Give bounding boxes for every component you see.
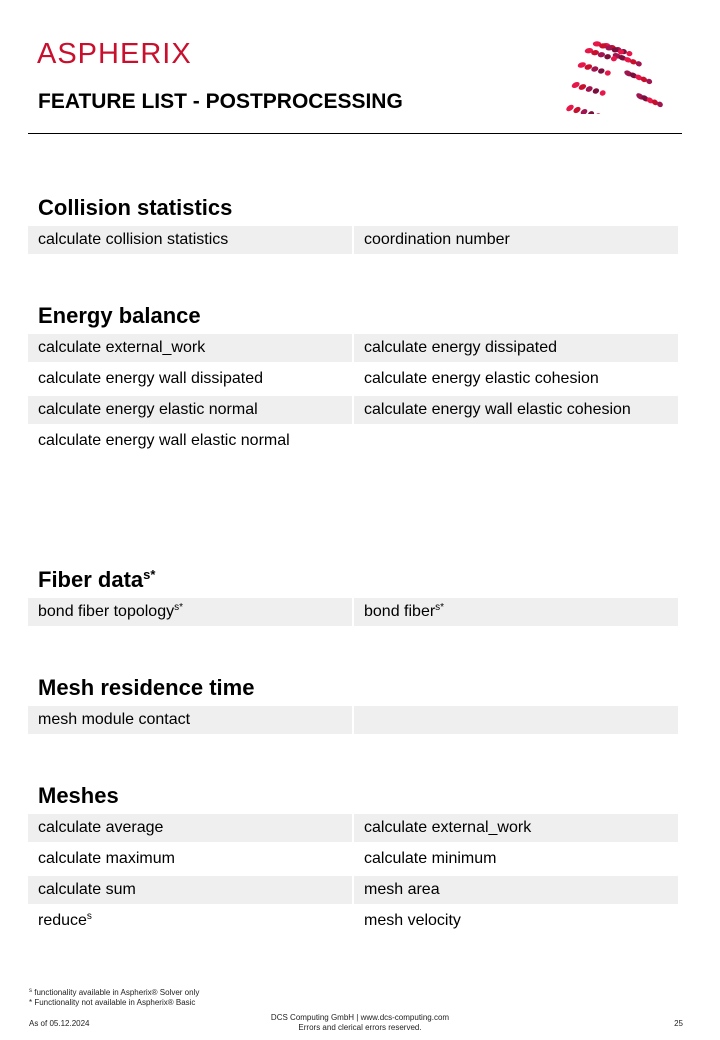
footnote-marker: s* xyxy=(435,602,445,613)
feature-text: bond fiber xyxy=(364,603,436,620)
feature-cell: calculate minimum xyxy=(364,850,497,867)
logo-dot xyxy=(626,51,633,57)
feature-cell: mesh module contact xyxy=(28,706,352,734)
feature-cell: calculate energy elastic cohesion xyxy=(364,370,599,387)
feature-cell: mesh velocity xyxy=(364,912,461,929)
feature-row xyxy=(28,396,680,424)
feature-row xyxy=(28,907,680,935)
footnote-marker: s* xyxy=(174,602,184,613)
logo-dot xyxy=(587,110,595,114)
section-title-text: Collision statistics xyxy=(38,195,233,220)
section-title xyxy=(28,674,680,704)
feature-cell: calculate energy wall elastic normal xyxy=(38,432,290,449)
logo-dot xyxy=(580,108,589,114)
logo-dot xyxy=(605,45,612,50)
logo-dot xyxy=(604,70,611,77)
feature-cell: calculate external_work xyxy=(28,334,352,362)
logo-dot xyxy=(599,89,607,96)
aspherix-logo-icon xyxy=(560,30,676,114)
feature-cell xyxy=(28,598,352,626)
feature-cell: calculate energy wall elastic cohesion xyxy=(354,396,678,424)
feature-row xyxy=(28,365,680,393)
section-title-text: Mesh residence time xyxy=(38,675,255,700)
footer-company-line: DCS Computing GmbH | www.dcs-computing.com xyxy=(270,1013,450,1022)
feature-cell xyxy=(354,427,678,455)
brand-logo-text: ASPHERIX xyxy=(37,38,192,70)
feature-row xyxy=(28,427,680,455)
feature-row xyxy=(28,706,680,734)
feature-cell: calculate sum xyxy=(28,876,352,904)
section-title-text: Energy balance xyxy=(38,303,201,328)
logo-dot xyxy=(618,49,624,54)
section-title xyxy=(28,566,680,596)
section-fiber-data xyxy=(28,566,680,629)
footnote-solver-text: functionality available in Aspherix® Solver only xyxy=(34,988,200,997)
section-collision-statistics xyxy=(28,194,680,257)
header-divider xyxy=(28,133,682,134)
section-title xyxy=(28,194,680,224)
footnote-marker: s xyxy=(86,911,92,922)
feature-text: bond fiber topology xyxy=(38,603,175,620)
feature-cell: calculate external_work xyxy=(354,814,678,842)
footnote-mark: s xyxy=(29,988,32,994)
logo-dot xyxy=(612,47,619,52)
feature-row xyxy=(28,598,680,626)
footnote-marker: s* xyxy=(143,567,156,582)
feature-cell: calculate maximum xyxy=(38,850,175,867)
section-title-text: Meshes xyxy=(38,783,119,808)
logo-dot xyxy=(594,112,602,114)
footer-disclaimer: Errors and clerical errors reserved. xyxy=(298,1023,422,1032)
section-energy-balance xyxy=(28,302,680,458)
section-title xyxy=(28,782,680,812)
logo-dot xyxy=(604,54,611,60)
feature-cell: calculate energy wall dissipated xyxy=(38,370,264,387)
feature-row xyxy=(28,334,680,362)
feature-text: reduce xyxy=(38,912,87,929)
section-title-text: Fiber data xyxy=(38,567,144,592)
feature-cell: mesh area xyxy=(354,876,678,904)
footer-company xyxy=(230,1013,490,1033)
feature-cell: calculate energy elastic normal xyxy=(28,396,352,424)
feature-cell: calculate average xyxy=(28,814,352,842)
page-title: FEATURE LIST - POSTPROCESSING xyxy=(38,90,403,113)
feature-row xyxy=(28,876,680,904)
footer-date: As of 05.12.2024 xyxy=(29,1019,90,1028)
feature-cell: calculate collision statistics xyxy=(28,226,352,254)
feature-row xyxy=(28,814,680,842)
logo-dot xyxy=(565,103,575,112)
footnote-solver xyxy=(29,988,199,998)
section-meshes xyxy=(28,782,680,938)
feature-row xyxy=(28,226,680,254)
logo-dot xyxy=(597,68,605,75)
footnotes xyxy=(29,988,199,1008)
logo-dot xyxy=(585,85,594,93)
feature-row xyxy=(28,845,680,873)
feature-cell: coordination number xyxy=(354,226,678,254)
section-mesh-residence-time xyxy=(28,674,680,737)
footnote-basic: * Functionality not available in Aspherix® Basic xyxy=(29,998,196,1007)
feature-cell xyxy=(354,706,678,734)
feature-cell xyxy=(28,907,352,935)
section-title xyxy=(28,302,680,332)
logo-dot xyxy=(592,87,600,95)
page-number: 25 xyxy=(674,1019,683,1028)
feature-cell xyxy=(354,598,678,626)
feature-cell: calculate energy dissipated xyxy=(354,334,678,362)
